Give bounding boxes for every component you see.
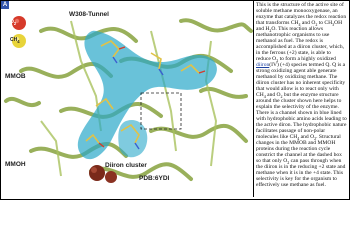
- protein-structure-figure: [1, 1, 254, 197]
- diiron-cluster-label: Diiron cluster: [105, 162, 147, 169]
- mmoh-label: MMOH: [5, 161, 26, 168]
- description-paragraph: This is the structure of the active site of soluble methane monooxygenase, an enzyme that catalyzes the redox reaction that transforms $CH_4$ and $O_2$ to $CH_3OH$ and $H_2O$. This reaction allows methanotrophic organisms to use methanol as fuel. The redox is accomplished at a diiron cluster, which, in the ferrous (+2) state, is able to reduce $O_2$ to form a highly oxidized diiron(IV) (+4) species termed Q. Q is a strong oxidizing agent able generate methanol by oxidizing methane. The diiron cluster has no inherent specificity that would allow is to react only with $CH_4$ and $O_2$ but the enzyme structure around the cluster shown here helps to explain the selectivity of the enzyme. There is a channel shown in blue lined with hydrophobic amino acids leading to the active diron. The hydrophobic nature facilitates passage of non-polar molecules like $CH_4$ and $O_2$. Structural changes in the MMOB and MMOH proteins during the reaction cycle constrict the channel at the dashed box so that only $O_2$ can pass through when the diiron is in the reducing +2 state and methane when it is in the +4 state. This selectivity is key for the organism to effectively use methane as fuel.: [256, 2, 347, 189]
- mmob-label: MMOB: [5, 73, 26, 80]
- ch4-label: $CH_4$: [10, 37, 20, 44]
- o2-label: $O_2$: [10, 19, 17, 26]
- tunnel-label: W308-Tunnel: [69, 11, 109, 18]
- diiron-link[interactable]: diiron: [256, 62, 270, 69]
- description-column: [256, 2, 347, 197]
- panel-letter: A: [2, 2, 8, 8]
- pdb-label: PDB:6YDI: [139, 175, 170, 182]
